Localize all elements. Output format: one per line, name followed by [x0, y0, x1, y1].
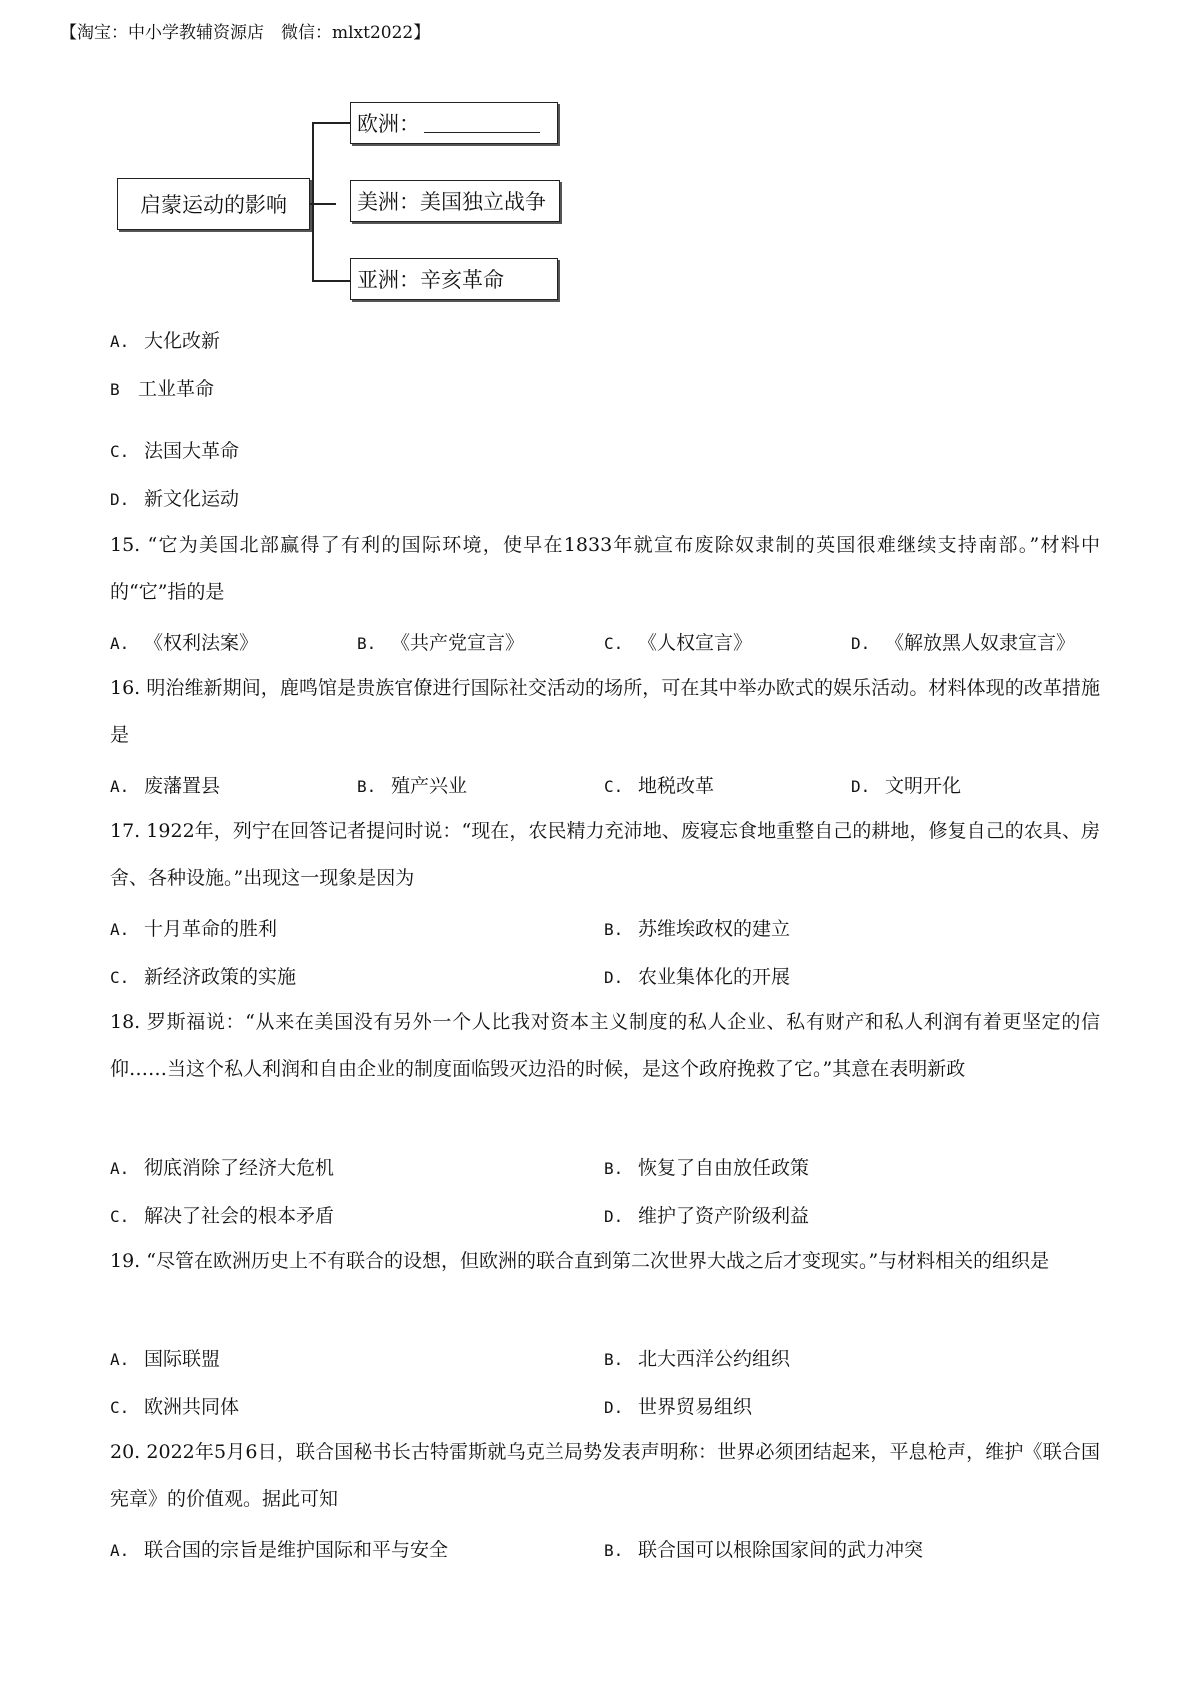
q19-option-c: C. 欧洲共同体: [110, 1396, 240, 1418]
q19-option-a: A. 国际联盟: [110, 1348, 221, 1370]
q19-option-b: B. 北大西洋公约组织: [604, 1348, 791, 1370]
q18-option-c: C. 解决了社会的根本矛盾: [110, 1205, 335, 1227]
q16-option-d: D. 文明开化: [851, 775, 962, 797]
q14-option-c: C. 法国大革命: [110, 440, 240, 462]
q16-stem: 16. 明治维新期间，鹿鸣馆是贵族官僚进行国际社交活动的场所，可在其中举办欧式的娱乐活动。材料体现的改革措施是: [110, 677, 1100, 746]
q17-option-c: C. 新经济政策的实施: [110, 966, 297, 988]
q20-option-b: B. 联合国可以根除国家间的武力冲突: [604, 1539, 924, 1561]
q19-stem: 19. “尽管在欧洲历史上不有联合的设想，但欧洲的联合直到第二次世界大战之后才变现实。”与材料相关的组织是: [110, 1250, 1050, 1272]
q18-stem: 18. 罗斯福说：“从来在美国没有另外一个人比我对资本主义制度的私人企业、私有财产和私人利润有着更坚定的信仰……当这个私人利润和自由企业的制度面临毁灭边沿的时候，是这个政府挽救了它。”其意在表明新政: [110, 1011, 1100, 1080]
q17-stem: 17. 1922年，列宁在回答记者提问时说：“现在，农民精力充沛地、废寝忘食地重整自己的耕地，修复自己的农具、房舍、各种设施。”出现这一现象是因为: [110, 820, 1100, 889]
q16-option-c: C. 地税改革: [604, 775, 715, 797]
q17-option-d: D. 农业集体化的开展: [604, 966, 791, 988]
q20-stem: 20. 2022年5月6日，联合国秘书长古特雷斯就乌克兰局势发表声明称：世界必须团结起来，平息枪声，维护《联合国宪章》的价值观。据此可知: [110, 1441, 1100, 1510]
q17-option-a: A. 十月革命的胜利: [110, 918, 278, 940]
q18-option-b: B. 恢复了自由放任政策: [604, 1157, 810, 1179]
q15-option-d: D. 《解放黑人奴隶宣言》: [851, 632, 1076, 654]
q14-option-b: B 工业革命: [110, 378, 215, 400]
q15-option-c: C. 《人权宣言》: [604, 632, 753, 654]
q15-option-b: B. 《共产党宣言》: [357, 632, 525, 654]
diagram-america-box: [350, 180, 560, 222]
q15-stem: 15. “它为美国北部赢得了有利的国际环境，使早在1833年就宣布废除奴隶制的英国很难继续支持南部。”材料中的“它”指的是: [110, 534, 1100, 603]
diagram-center-box: [117, 178, 310, 230]
q18-option-d: D. 维护了资产阶级利益: [604, 1205, 810, 1227]
q20-option-a: A. 联合国的宗旨是维护国际和平与安全: [110, 1539, 449, 1561]
q14-option-d: D. 新文化运动: [110, 488, 240, 510]
diagram-asia-label: 亚洲：辛亥革命: [357, 268, 504, 292]
q19-option-d: D. 世界贸易组织: [604, 1396, 753, 1418]
q18-option-a: A. 彻底消除了经济大危机: [110, 1157, 335, 1179]
page-header: 【淘宝：中小学教辅资源店 微信：mlxt2022】: [60, 23, 431, 43]
diagram-vertical-line: [312, 122, 314, 281]
diagram-center-label: 启蒙运动的影响: [140, 193, 287, 217]
q15-option-a: A. 《权利法案》: [110, 632, 259, 654]
q16-option-b: B. 殖产兴业: [357, 775, 468, 797]
diagram-europe-box: [350, 102, 558, 144]
diagram-branch-bottom: [312, 280, 350, 282]
q14-option-a: A. 大化改新: [110, 330, 221, 352]
diagram-asia-box: [350, 258, 558, 300]
q17-option-b: B. 苏维埃政权的建立: [604, 918, 791, 940]
diagram-europe-blank: [424, 114, 540, 133]
diagram-branch-top: [312, 122, 350, 124]
q16-option-a: A. 废藩置县: [110, 775, 221, 797]
diagram-stem-line: [310, 203, 336, 205]
diagram-america-label: 美洲：美国独立战争: [357, 190, 546, 214]
diagram-europe-label: 欧洲：: [357, 112, 420, 136]
